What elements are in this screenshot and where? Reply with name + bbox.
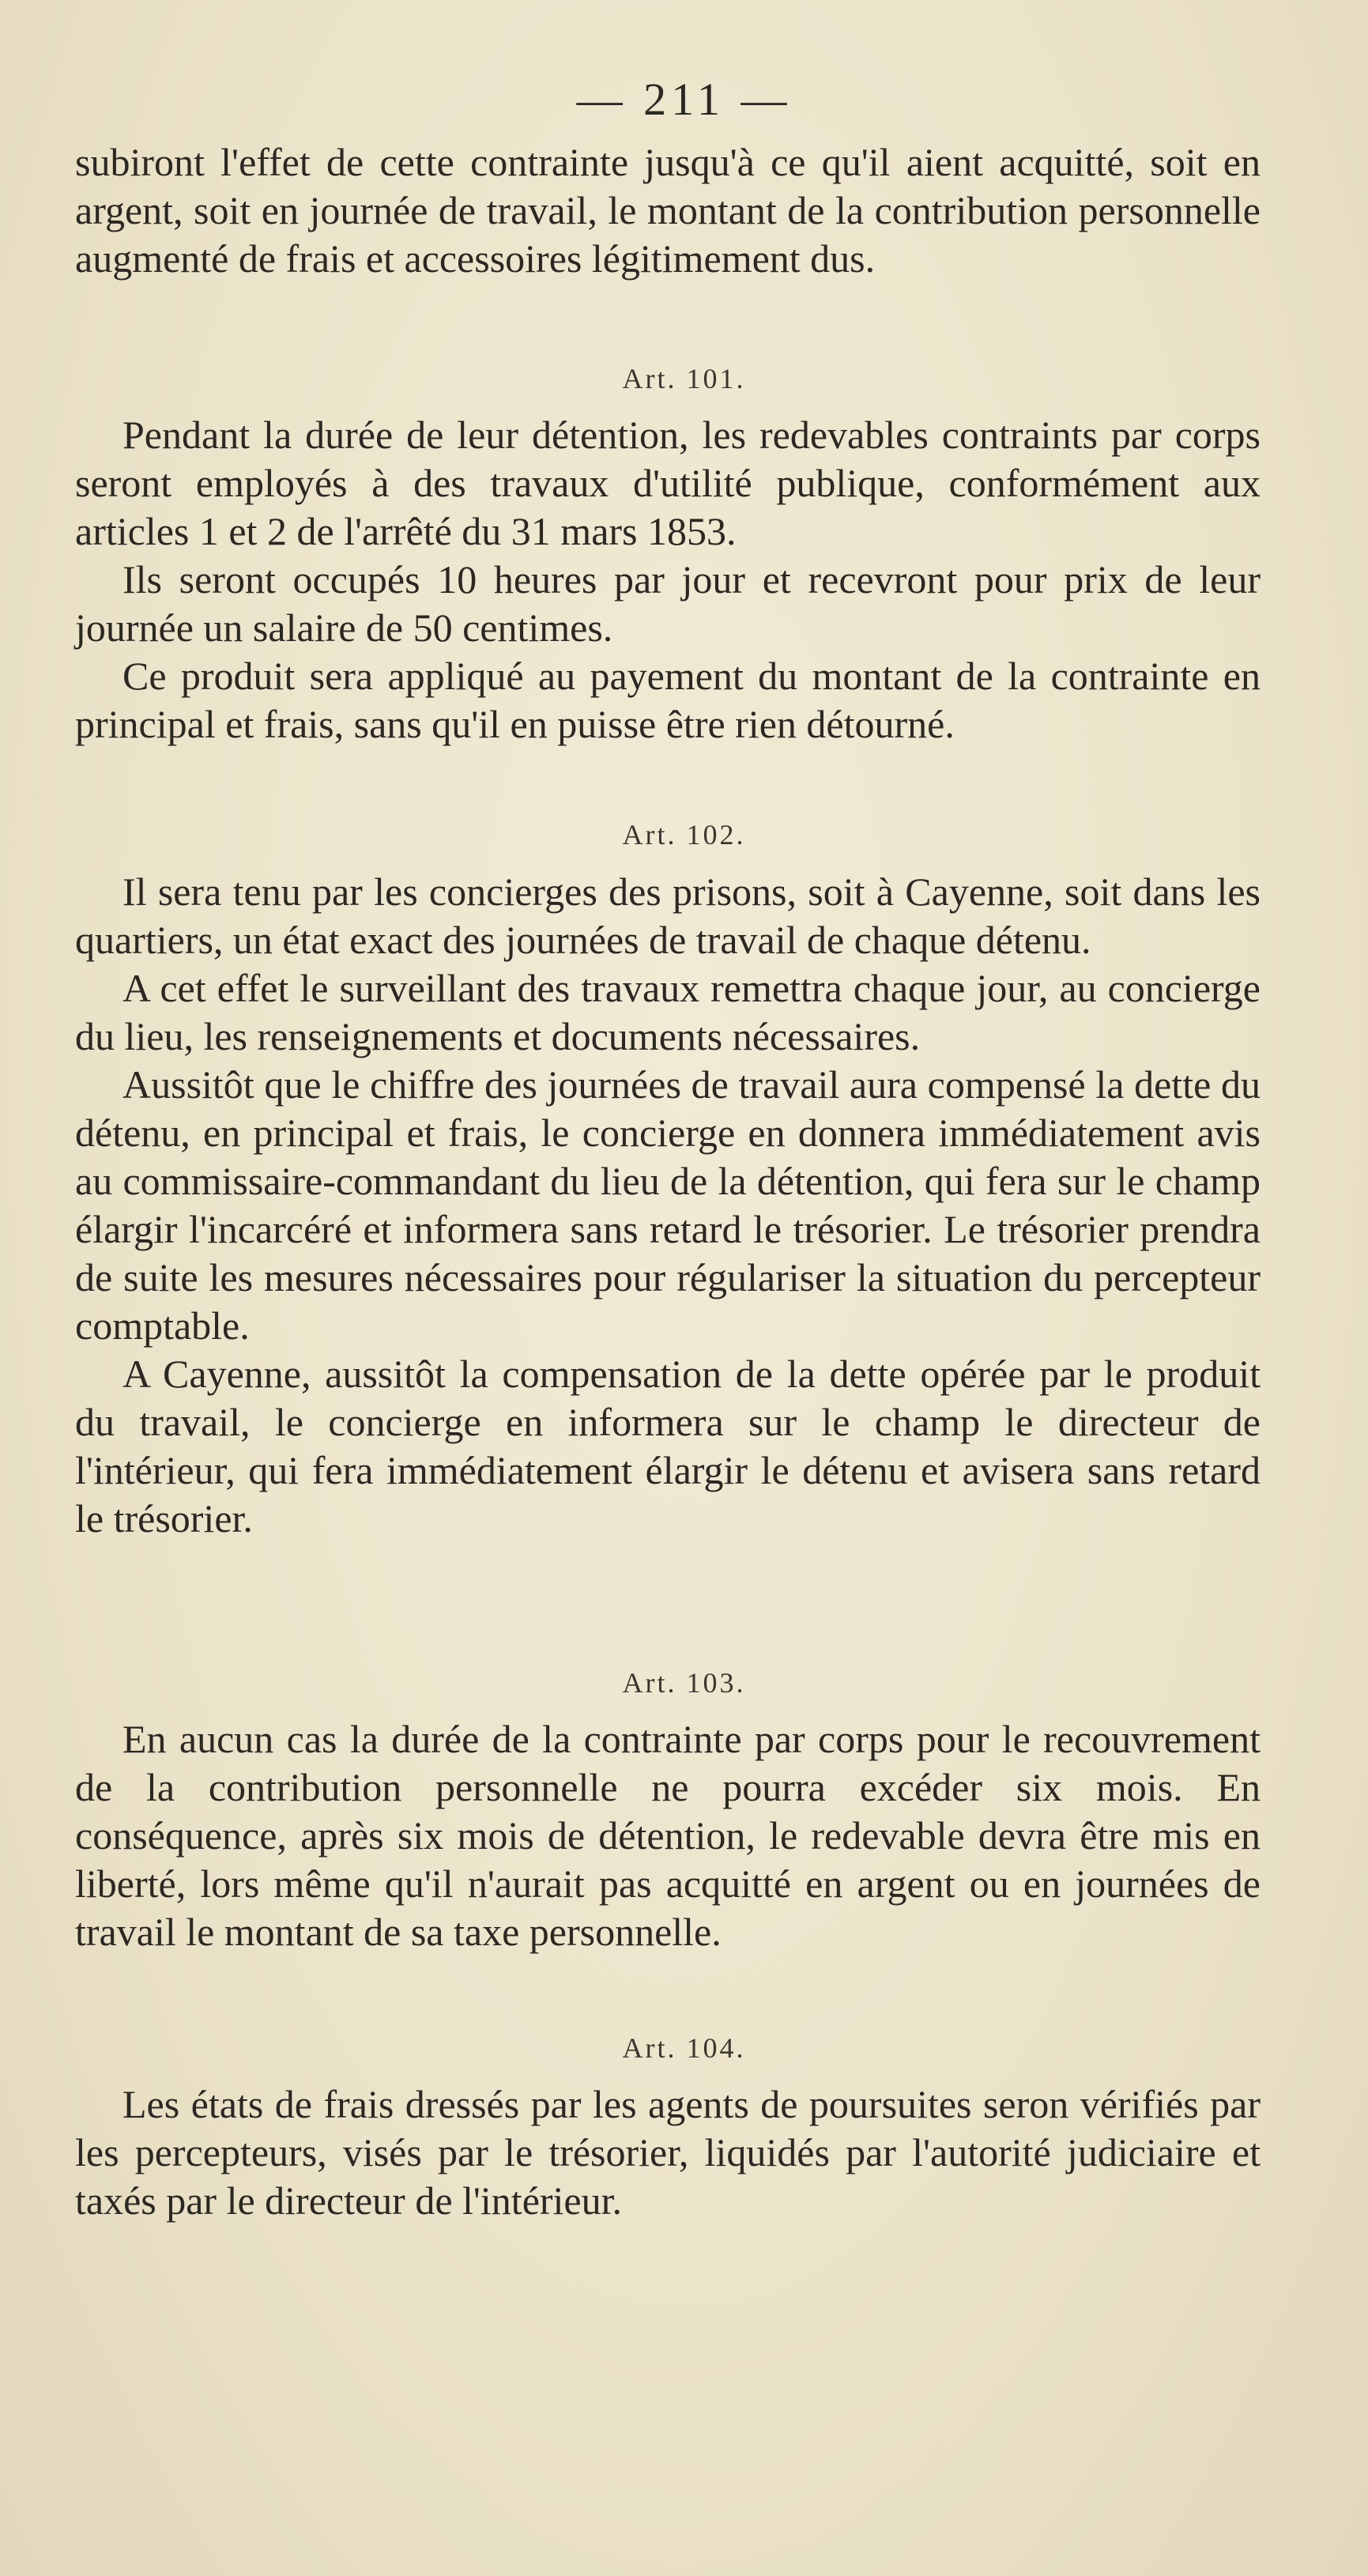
- paragraph: Ce produit sera appliqué au payement du montant de la contrainte en principal et frais, sans qu'il en puisse être rien détourné.: [75, 654, 1261, 746]
- article-104-body: [75, 2080, 1261, 2225]
- text-block-continuation: [75, 138, 1261, 283]
- article-heading-102: Art. 102.: [622, 819, 746, 850]
- paragraph: Ils seront occupés 10 heures par jour et recevront pour prix de leur journée un salaire de 50 centimes.: [75, 557, 1261, 650]
- paragraph: A Cayenne, aussitôt la compensation de la dette opérée par le produit du travail, le concierge en informera sur le champ le directeur de l'intérieur, qui fera immédiatement élargir le détenu et avisera sans retard le trésorier.: [75, 1352, 1261, 1541]
- paragraph: A cet effet le surveillant des travaux remettra chaque jour, au concierge du lieu, les renseignements et documents nécessaires.: [75, 966, 1261, 1058]
- article-heading-103: Art. 103.: [622, 1667, 746, 1699]
- article-heading-101: Art. 101.: [622, 363, 746, 394]
- paragraph: Il sera tenu par les concierges des prisons, soit à Cayenne, soit dans les quartiers, un état exact des journées de travail de chaque détenu.: [75, 869, 1261, 962]
- article-heading-104: Art. 104.: [622, 2032, 746, 2064]
- paragraph: Pendant la durée de leur détention, les redevables contraints par corps seront employés à des travaux d'utilité publique, conformément aux articles 1 et 2 de l'arrêté du 31 mars 1853.: [75, 413, 1261, 553]
- paragraph: En aucun cas la durée de la contrainte par corps pour le recouvrement de la contribution personnelle ne pourra excéder six mois. En conséquence, après six mois de détention, le redevable devra être mis en liberté, lors même qu'il n'aurait pas acquitté en argent ou en journées de travail le montant de sa taxe personnelle.: [75, 1717, 1261, 1954]
- article-102-body: [75, 868, 1261, 1543]
- paragraph: Aussitôt que le chiffre des journées de travail aura compensé la dette du détenu, en principal et frais, le concierge en donnera immédiatement avis au commissaire-commandant du lieu de la détention, qui fera sur le champ élargir l'incarcéré et informera sans retard le trésorier. Le trésorier prendra de suite les mesures nécessaires pour régulariser la situation du percepteur comptable.: [75, 1062, 1261, 1348]
- page-number: — 211 —: [576, 74, 792, 125]
- continuation-paragraph: subiront l'effet de cette contrainte jusqu'à ce qu'il aient acquitté, soit en argent, soit en journée de travail, le montant de la contribution personnelle augmenté de frais et accessoires légitimement dus.: [75, 140, 1261, 281]
- article-101-body: [75, 411, 1261, 749]
- paragraph: Les états de frais dressés par les agents de poursuites seron vérifiés par les percepteurs, visés par le trésorier, liquidés par l'autorité judiciaire et taxés par le directeur de l'intérieur.: [75, 2082, 1261, 2223]
- article-103-body: [75, 1715, 1261, 1956]
